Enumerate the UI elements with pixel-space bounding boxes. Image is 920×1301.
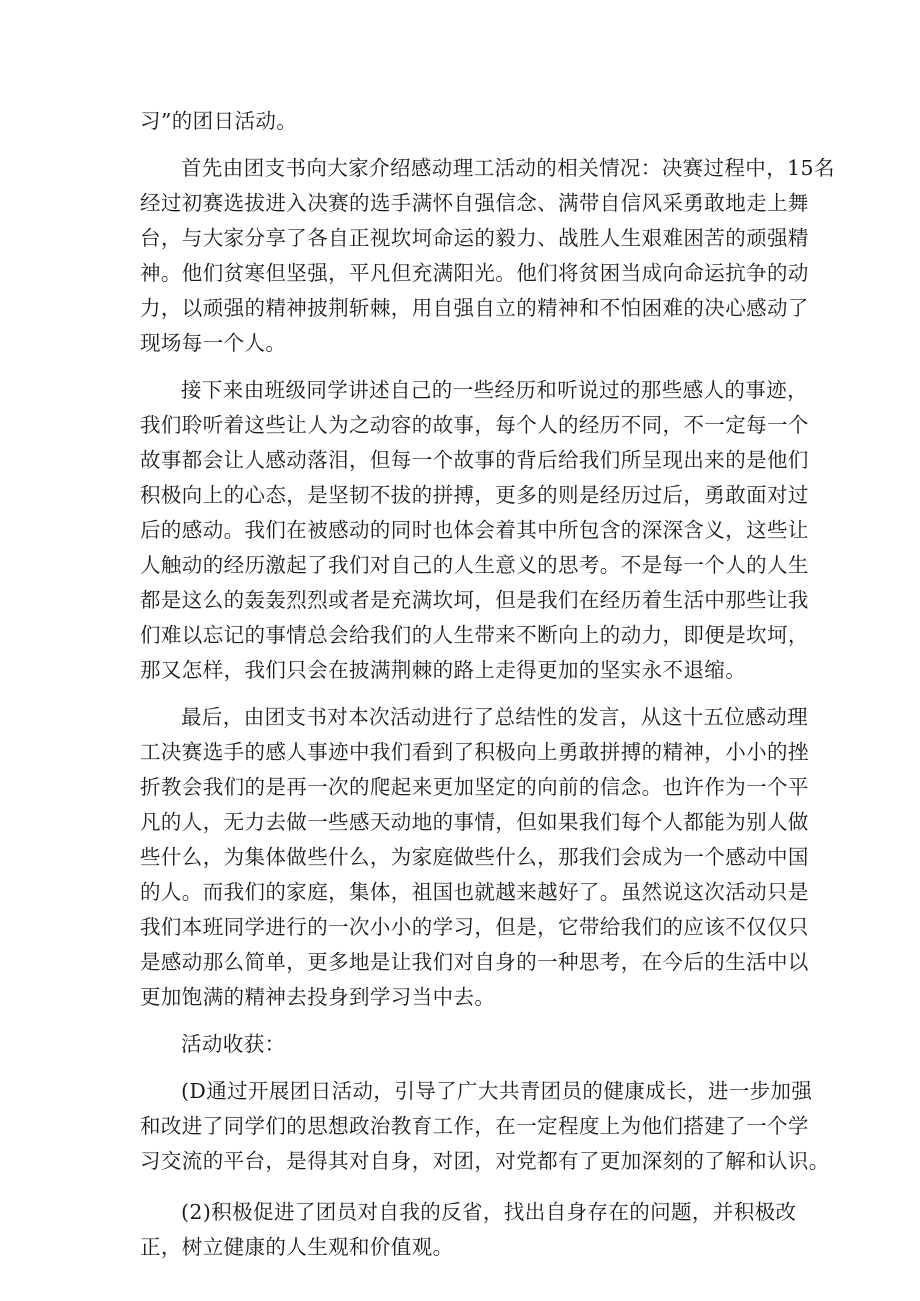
text-line: 习”的团日活动。	[140, 109, 298, 133]
text-line: 我们聆听着这些让人为之动容的故事，每个人的经历不同，不一定每一个	[140, 413, 809, 437]
text-line: 凡的人，无力去做一些感天动地的事情，但如果我们每个人都能为别人做	[140, 810, 809, 834]
text-line: 正，树立健康的人生观和价值观。	[140, 1235, 454, 1259]
text-line: 的人。而我们的家庭，集体，祖国也就越来越好了。虽然说这次活动只是	[140, 880, 809, 904]
text-line: 我们本班同学进行的一次小小的学习，但是，它带给我们的应该不仅仅只	[140, 915, 809, 939]
paragraph-continuation	[140, 104, 800, 139]
text-line: 台，与大家分享了各自正视坎坷命运的毅力、战胜人生艰难困苦的顽强精	[140, 226, 809, 250]
text-line: 工决赛选手的感人事迹中我们看到了积极向上勇敢拼搏的精神，小小的挫	[140, 740, 809, 764]
text-line: 现场每一个人。	[140, 331, 287, 355]
text-line: (2)积极促进了团员对自我的反省，找出自身存在的问题，并积极改	[181, 1200, 797, 1224]
section-heading: 活动收获：	[181, 1032, 286, 1056]
text-line: 经过初赛选拔进入决赛的选手满怀自强信念、满带自信风采勇敢地走上舞	[140, 191, 809, 215]
paragraph-outcome-1	[140, 1074, 830, 1179]
text-line: 接下来由班级同学讲述自己的一些经历和听说过的那些感人的事迹，	[181, 378, 808, 402]
text-line: 最后，由团支书对本次活动进行了总结性的发言，从这十五位感动理	[181, 705, 808, 729]
text-line: 神。他们贫寒但坚强，平凡但充满阳光。他们将贫困当成向命运抗争的动	[140, 261, 809, 285]
text-line: 们难以忘记的事情总会给我们的人生带来不断向上的动力，即便是坎坷，	[140, 623, 809, 647]
text-line: 人触动的经历激起了我们对自己的人生意义的思考。不是每一个人的人生	[140, 553, 809, 577]
text-line: 和改进了同学们的思想政治教育工作，在一定程度上为他们搭建了一个学	[140, 1114, 809, 1138]
text-line: 更加饱满的精神去投身到学习当中去。	[140, 985, 496, 1009]
text-line: 力，以顽强的精神披荆斩棘，用自强自立的精神和不怕困难的决心感动了	[140, 296, 809, 320]
text-line: 那又怎样，我们只会在披满荆棘的路上走得更加的坚实永不退缩。	[140, 658, 747, 682]
text-line: 首先由团支书向大家介绍感动理工活动的相关情况：决赛过程中，15名	[181, 156, 835, 180]
text-line: (D通过开展团日活动，引导了广大共青团员的健康成长，进一步加强	[181, 1079, 813, 1103]
text-line: 积极向上的心态，是坚韧不拔的拼搏，更多的则是经历过后，勇敢面对过	[140, 483, 809, 507]
text-line: 后的感动。我们在被感动的同时也体会着其中所包含的深深含义，这些让	[140, 518, 809, 542]
text-line: 习交流的平台，是得其对自身，对团，对党都有了更加深刻的了解和认识。	[140, 1149, 830, 1173]
document-page	[140, 104, 835, 1265]
text-line: 折教会我们的是再一次的爬起来更加坚定的向前的信念。也许作为一个平	[140, 775, 809, 799]
text-line: 都是这么的轰轰烈烈或者是充满坎坷，但是我们在经历着生活中那些让我	[140, 588, 809, 612]
text-line: 故事都会让人感动落泪，但每一个故事的背后给我们所呈现出来的是他们	[140, 448, 809, 472]
paragraph-stories	[140, 373, 809, 688]
heading-outcomes	[140, 1027, 800, 1062]
text-line: 些什么，为集体做些什么，为家庭做些什么，那我们会成为一个感动中国	[140, 845, 809, 869]
paragraph-intro	[140, 151, 835, 361]
paragraph-summary	[140, 700, 809, 1015]
text-line: 是感动那么简单，更多地是让我们对自身的一种思考，在今后的生活中以	[140, 950, 809, 974]
paragraph-outcome-2	[140, 1195, 800, 1265]
